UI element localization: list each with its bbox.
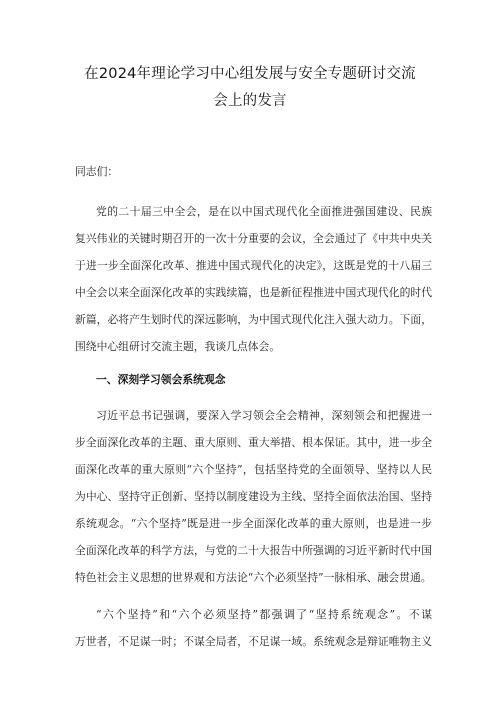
document-title-line-2: 会上的发言 bbox=[213, 93, 287, 109]
paragraph-2-line: 系统观念。“六个坚持”既是进一步全面深化改革的重大原则，也是进一步 bbox=[75, 517, 432, 530]
paragraph-1-line: 党的二十届三中全会，是在以中国式现代化全面推进强国建设、民族 bbox=[96, 205, 432, 218]
paragraph-1-line: 新篇，必将产生划时代的深远影响，为中国式现代化注入强大动力。下面， bbox=[75, 313, 432, 326]
paragraph-1-line: 复兴伟业的关键时期召开的一次十分重要的会议，全会通过了《中共中央关 bbox=[75, 232, 432, 245]
paragraph-2-line: 全面深化改革的科学方法，与党的二十大报告中所强调的习近平新时代中国 bbox=[75, 544, 432, 557]
paragraph-1-line: 于进一步全面深化改革、推进中国式现代化的决定》，这既是党的十八届三 bbox=[75, 259, 432, 272]
paragraph-2-line: 步全面深化改革的主题、重大原则、重大举措、根本保证。其中，进一步全 bbox=[75, 436, 432, 449]
paragraph-3-line: “六个坚持”和“六个必须坚持”都强调了“坚持系统观念”。不谋 bbox=[96, 608, 432, 621]
paragraph-1-line: 中全会以来全面深化改革的实践续篇，也是新征程推进中国式现代化的时代 bbox=[75, 286, 432, 299]
paragraph-2-line: 面深化改革的重大原则“六个坚持”，包括坚持党的全面领导、坚持以人民 bbox=[75, 463, 432, 476]
paragraph-2-line: 为中心、坚持守正创新、坚持以制度建设为主线、坚持全面依法治国、坚持 bbox=[75, 490, 432, 503]
document-title-line-1: 在2024年理论学习中心组发展与安全专题研讨交流 bbox=[84, 66, 416, 82]
section-heading: 一、深刻学习领会系统观念 bbox=[96, 373, 226, 386]
paragraph-2-line: 习近平总书记强调，要深入学习领会全会精神，深刻领会和把握进一 bbox=[96, 409, 432, 422]
paragraph-2-line: 特色社会主义思想的世界观和方法论“六个必须坚持”一脉相承、融会贯通。 bbox=[75, 571, 432, 584]
paragraph-3-line: 万世者，不足谋一时；不谋全局者，不足谋一域。系统观念是辩证唯物主义 bbox=[75, 635, 432, 648]
greeting: 同志们： bbox=[75, 165, 119, 178]
paragraph-1-line: 围绕中心组研讨交流主题，我谈几点体会。 bbox=[75, 340, 281, 353]
